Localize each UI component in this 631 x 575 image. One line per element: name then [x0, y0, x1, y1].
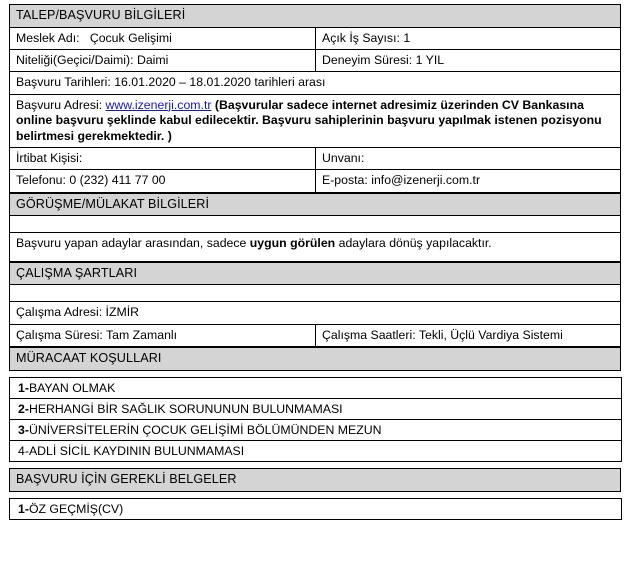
request-info-header-label: TALEP/BAŞVURU BİLGİLERİ: [16, 8, 186, 22]
condition-text-1: BAYAN OLMAK: [28, 380, 116, 395]
required-documents-table: [9, 468, 621, 492]
conditions-header-row: [10, 348, 621, 371]
working-header-row: [10, 262, 621, 285]
interview-header-row: [10, 193, 621, 216]
conditions-header-label: MÜRACAAT KOŞULLARI: [16, 351, 162, 366]
application-dates-cell: [10, 72, 621, 94]
phone-cell: [10, 170, 316, 192]
open-positions-label: Açık İş Sayısı:: [322, 30, 400, 45]
condition-number-4: 4-: [18, 443, 29, 458]
work-address-value: İZMİR: [105, 305, 139, 320]
experience-value: 1 YIL: [415, 53, 445, 68]
application-conditions-table: [9, 347, 621, 371]
email-label: E-posta:: [322, 173, 368, 188]
work-hours-cell: [316, 324, 621, 346]
list-item: [10, 398, 621, 419]
documents-header-cell: [10, 468, 621, 491]
email-value: info@izenerji.com.tr: [371, 173, 481, 188]
working-gap-row: [10, 285, 621, 302]
contact-person-cell: [10, 147, 316, 169]
job-name-cell: [10, 27, 316, 49]
phone-value: 0 (232) 411 77 00: [69, 173, 166, 188]
documents-header-row: [10, 468, 621, 491]
condition-item-3: [10, 419, 621, 440]
conditions-list-box: [9, 377, 622, 462]
application-address-row: [10, 94, 621, 147]
work-duration-value: Tam Zamanlı: [106, 327, 178, 342]
nature-cell: [10, 50, 316, 72]
work-address-label: Çalışma Adresi:: [16, 305, 103, 320]
list-item: [10, 419, 621, 440]
conditions-list: [10, 378, 621, 461]
interview-text-before: Başvuru yapan adaylar arasından, sadece: [16, 236, 250, 251]
contact-person-label: İrtibat Kişisi:: [16, 150, 83, 165]
application-address-link[interactable]: www.izenerji.com.tr: [105, 97, 212, 112]
contact-title-label: Unvanı:: [322, 150, 365, 165]
application-dates-value: 16.01.2020 – 18.01.2020 tarihleri arası: [114, 75, 326, 90]
conditions-header-cell: [10, 348, 621, 371]
contact-title-cell: [316, 147, 621, 169]
interview-info-table: [9, 193, 621, 262]
request-info-table: [9, 4, 621, 193]
job-name-label: Meslek Adı:: [16, 30, 80, 45]
application-address-note: (Başvurular sadece internet adresimiz üzerinden CV Bankasına online başvuru şeklinde kabul edilecektir. Başvuru sahiplerinin başvuru yapılmak istenen pozisyonu belirtmesi gerekmektedir. ): [16, 97, 602, 143]
experience-cell: [316, 50, 621, 72]
document-item-1: [10, 499, 621, 519]
condition-text-3: ÜNİVERSİTELERİN ÇOCUK GELİŞİMİ BÖLÜMÜNDEN MEZUN: [28, 422, 382, 437]
nature-row: [10, 50, 621, 72]
condition-text-2: HERHANGİ BİR SAĞLIK SORUNUNUN BULUNMAMASI: [28, 401, 343, 416]
condition-text-4: ADLİ SİCİL KAYDININ BULUNMAMASI: [28, 443, 245, 458]
working-header-label: ÇALIŞMA ŞARTLARI: [16, 265, 138, 280]
work-duration-label: Çalışma Süresi:: [16, 327, 103, 342]
application-address-label: Başvuru Adresi:: [16, 97, 103, 112]
interview-text-cell: [10, 233, 621, 261]
contact-person-row: [10, 147, 621, 169]
interview-header-cell: [10, 193, 621, 216]
request-info-header-cell: [10, 5, 621, 28]
document-number-1: 1-: [18, 501, 29, 516]
interview-gap-row: [10, 216, 621, 233]
condition-number-2: 2-: [18, 401, 29, 416]
documents-list: [10, 499, 621, 519]
working-gap-cell: [10, 285, 621, 302]
condition-item-2: [10, 398, 621, 419]
application-address-cell: [10, 94, 621, 147]
application-dates-label: Başvuru Tarihleri:: [16, 75, 111, 90]
documents-header-label: BAŞVURU İÇİN GEREKLİ BELGELER: [16, 471, 237, 486]
working-conditions-table: [9, 262, 621, 347]
interview-header-label: GÖRÜŞME/MÜLAKAT BİLGİLERİ: [16, 196, 210, 211]
work-hours-label: Çalışma Saatleri:: [322, 327, 416, 342]
list-item: [10, 440, 621, 461]
job-name-row: [10, 27, 621, 49]
interview-text-after: adaylara dönüş yapılacaktır.: [335, 236, 492, 251]
condition-number-3: 3-: [18, 422, 29, 437]
work-duration-cell: [10, 324, 316, 346]
request-info-header-row: [10, 5, 621, 28]
phone-row: [10, 170, 621, 192]
list-item: [10, 499, 621, 519]
nature-label: Niteliği(Geçici/Daimi):: [16, 53, 134, 68]
condition-item-4: [10, 440, 621, 461]
condition-item-1: [10, 378, 621, 399]
documents-list-box: [9, 498, 622, 520]
open-positions-value: 1: [403, 30, 411, 45]
phone-label: Telefonu:: [16, 173, 66, 188]
interview-gap-cell: [10, 216, 621, 233]
list-item: [10, 378, 621, 399]
work-duration-row: [10, 324, 621, 346]
interview-text-row: [10, 233, 621, 261]
work-address-row: [10, 302, 621, 324]
job-name-value: Çocuk Gelişimi: [89, 30, 172, 45]
experience-label: Deneyim Süresi:: [322, 53, 413, 68]
working-header-cell: [10, 262, 621, 285]
interview-text-bold: uygun görülen: [249, 236, 336, 251]
application-dates-row: [10, 72, 621, 94]
work-hours-value: Tekli, Üçlü Vardiya Sistemi: [418, 327, 563, 342]
condition-number-1: 1-: [18, 380, 29, 395]
email-cell: [316, 170, 621, 192]
document-text-1: ÖZ GEÇMİŞ(CV): [28, 501, 124, 516]
open-positions-cell: [316, 27, 621, 49]
work-address-cell: [10, 302, 621, 324]
nature-value: Daimi: [136, 53, 169, 68]
